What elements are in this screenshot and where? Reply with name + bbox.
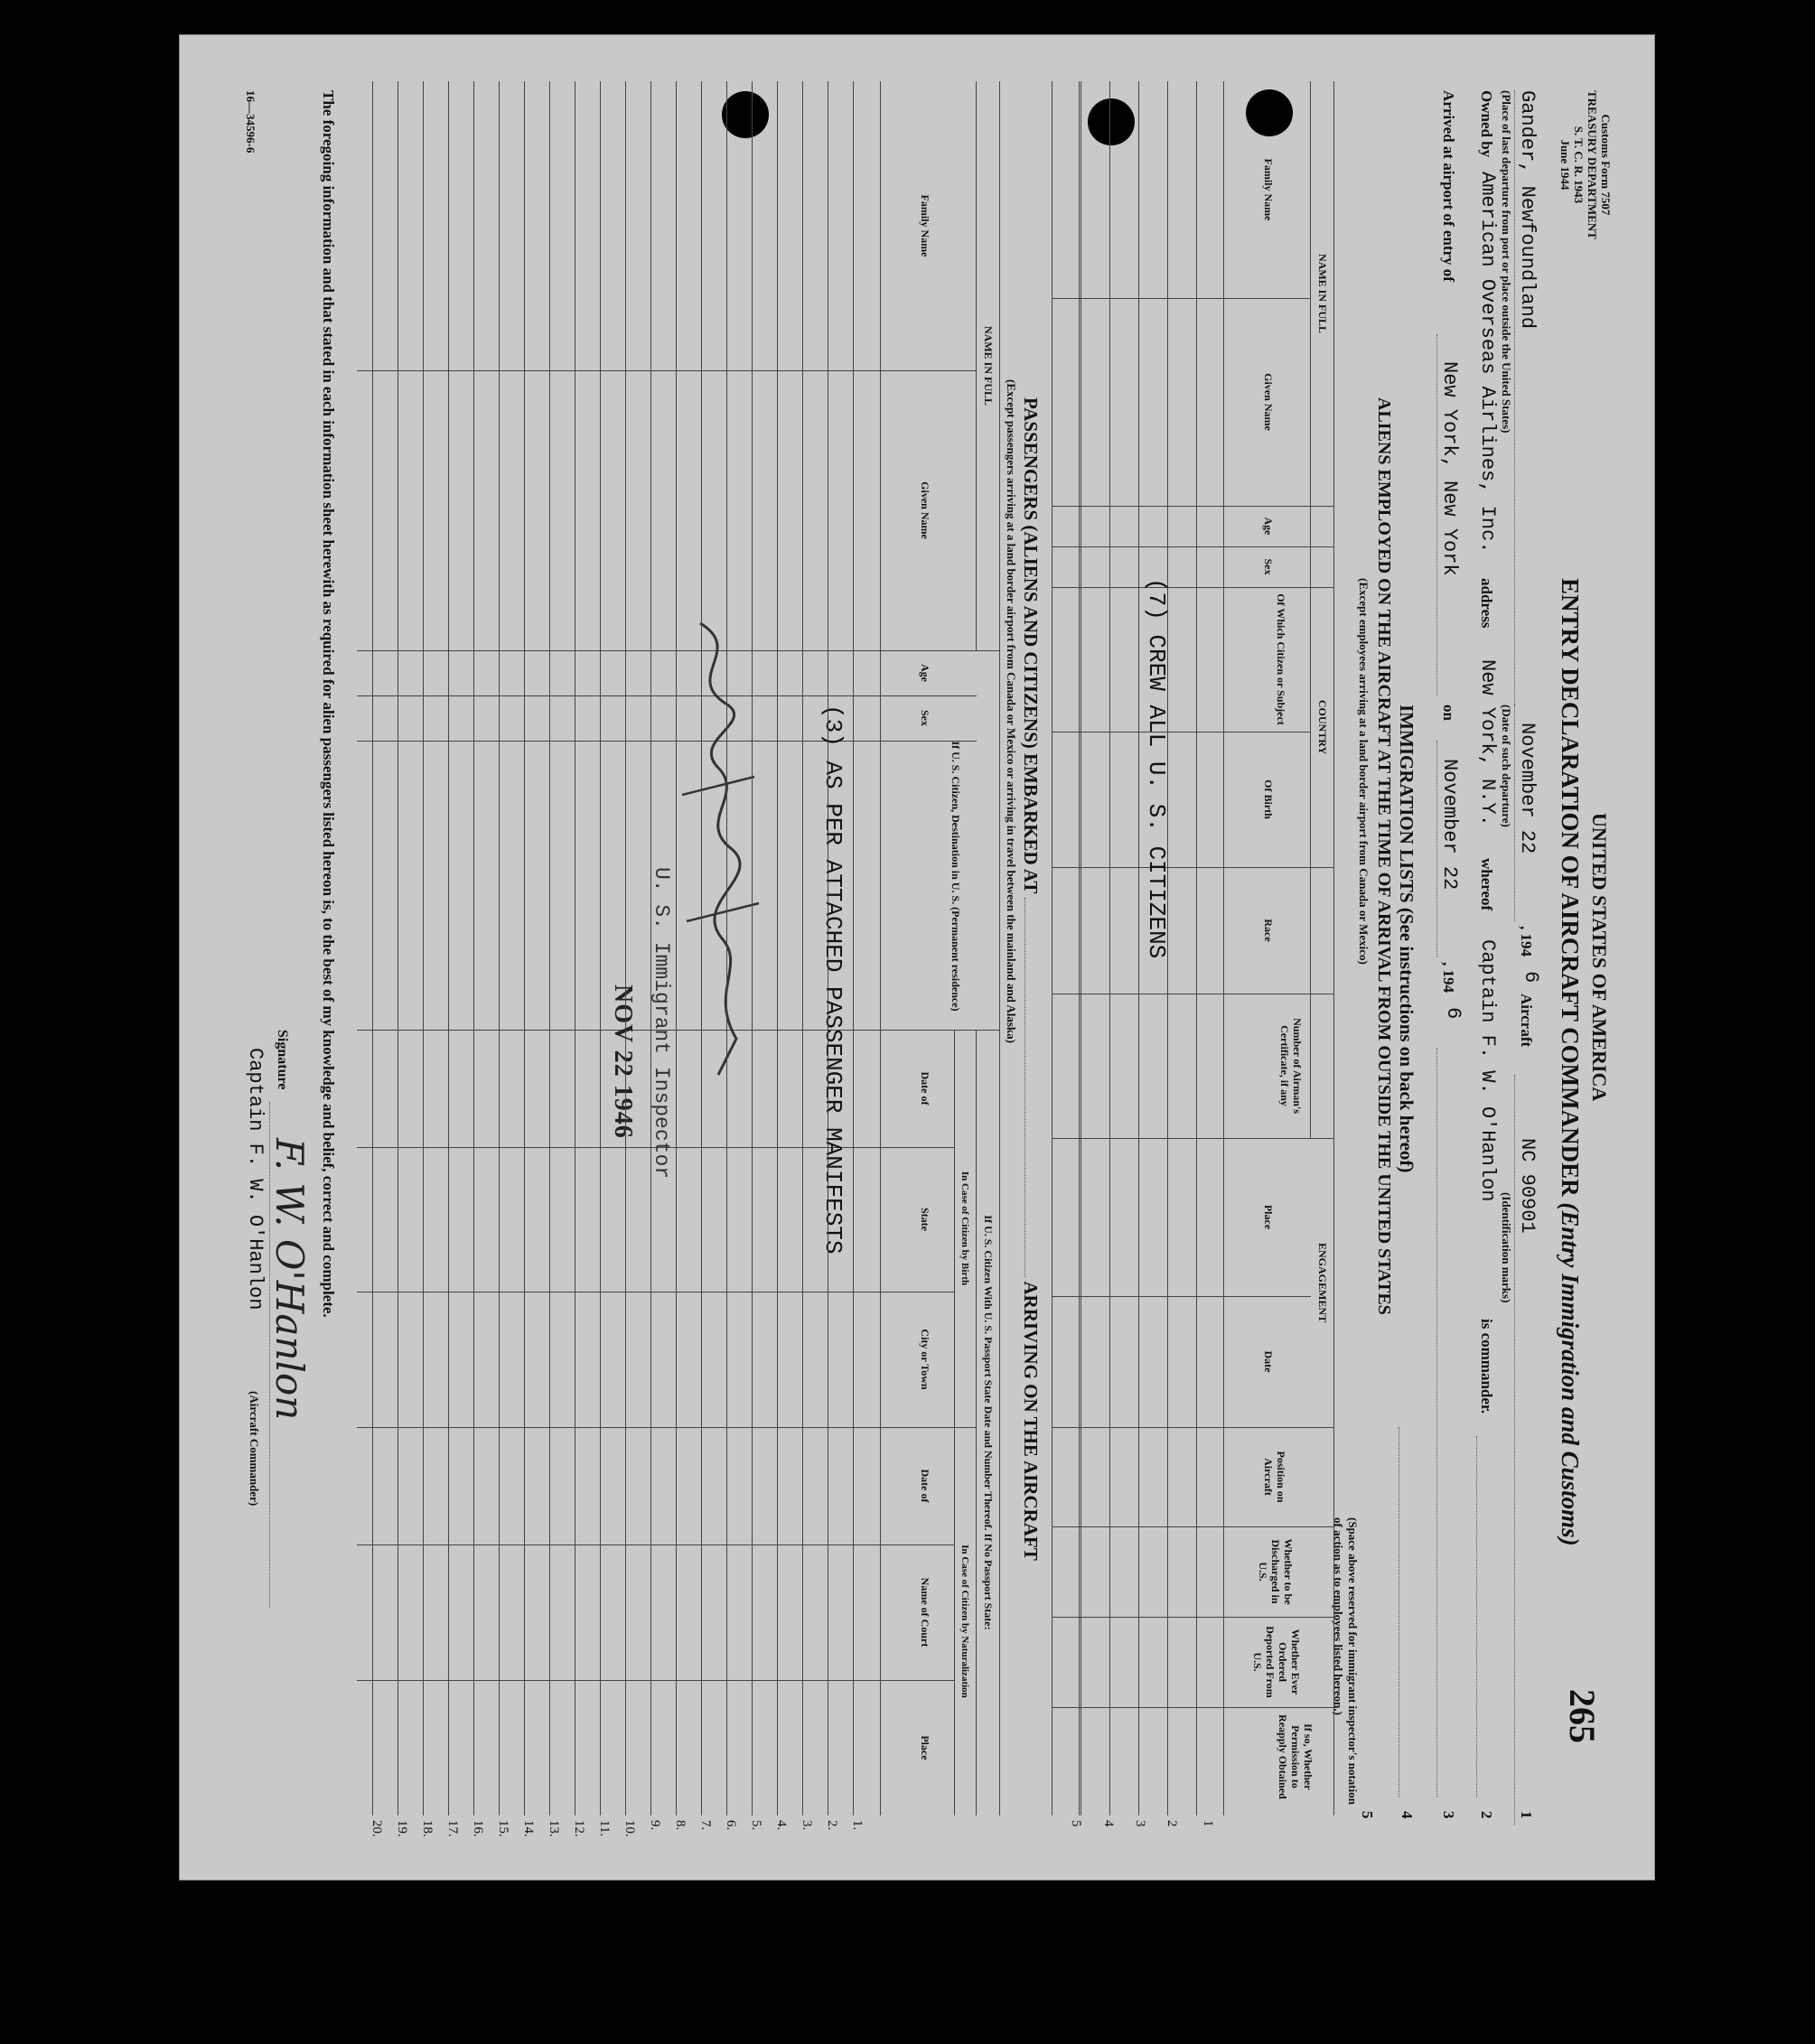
crew-row-number: 5 bbox=[1069, 1820, 1083, 1827]
crew-row-number: 4 bbox=[1101, 1820, 1116, 1827]
crew-group-engagement: ENGAGEMENT bbox=[1316, 1242, 1329, 1322]
table-border bbox=[1333, 81, 1334, 1815]
table-border bbox=[976, 1030, 977, 1815]
marks-caption: (Identification marks) bbox=[1500, 1192, 1513, 1303]
passenger-row-number: 20. bbox=[370, 1820, 384, 1837]
table-border bbox=[1053, 506, 1334, 507]
owned-by-label: Owned by bbox=[1478, 90, 1495, 158]
passenger-row-rule bbox=[853, 81, 854, 1815]
arrival-year-digit: 6 bbox=[1442, 1007, 1464, 1020]
table-border bbox=[1053, 1526, 1334, 1527]
crew-group-country: COUNTRY bbox=[1316, 699, 1329, 755]
inspector-signature bbox=[664, 614, 772, 1084]
rule bbox=[1476, 1436, 1477, 1797]
whereof-label: whereof bbox=[1478, 858, 1495, 911]
pass-col-court: Name of Court bbox=[919, 1577, 931, 1647]
crew-col-age: Age bbox=[1262, 517, 1275, 536]
owner: American Overseas Airlines, Inc. bbox=[1476, 172, 1499, 554]
pass-col-birth-date: Date of bbox=[919, 1071, 931, 1106]
table-border bbox=[880, 81, 881, 1815]
pass-col-family-name: Family Name bbox=[919, 194, 931, 257]
margin-number: 1 bbox=[1518, 1811, 1535, 1819]
passenger-row-rule bbox=[448, 81, 449, 1815]
pass-col-given-name: Given Name bbox=[919, 481, 931, 539]
signature-label: Signature bbox=[275, 1030, 290, 1090]
crew-col-date: Date bbox=[1262, 1350, 1275, 1373]
commander: Captain F. W. O'Hanlon bbox=[1476, 939, 1499, 1202]
on-label: on bbox=[1440, 705, 1457, 721]
certification: The foregoing information and that stated in each information sheet herewith as required for alien passengers listed hereon is, to the best of my knowledge and belief, correct and complete. bbox=[320, 90, 337, 1318]
pass-col-place: Place bbox=[919, 1735, 931, 1760]
table-border bbox=[1053, 587, 1334, 588]
form-title bbox=[1556, 578, 1584, 1546]
passenger-row-number: 8. bbox=[673, 1820, 688, 1831]
rule bbox=[1436, 334, 1437, 695]
year-digit: 6 bbox=[1520, 971, 1542, 984]
passenger-group-name: NAME IN FULL bbox=[982, 325, 995, 406]
passport-group: If U. S. Citizen With U. S. Passport State Date and Number Thereof. If No Passport State: bbox=[982, 1215, 995, 1630]
crew-col-place: Place bbox=[1262, 1204, 1275, 1230]
owner-address: New York, N.Y. bbox=[1476, 659, 1499, 826]
passenger-row-rule bbox=[777, 81, 778, 1815]
table-border bbox=[357, 1427, 977, 1428]
passenger-row-rule bbox=[423, 81, 424, 1815]
table-border bbox=[357, 370, 977, 371]
passenger-row-number: 18. bbox=[420, 1820, 435, 1837]
crew-entry: (7) CREW ALL U. S. CITIZENS bbox=[1143, 578, 1170, 959]
crew-col-certificate: Number of Airman's Certificate, if any bbox=[1278, 1018, 1304, 1114]
arrival-date: November 22 bbox=[1438, 759, 1461, 891]
departure-place: Gander, Newfoundland bbox=[1516, 90, 1539, 330]
rule bbox=[1436, 1048, 1437, 1797]
passenger-row-number: 12. bbox=[572, 1820, 586, 1837]
table-border bbox=[1053, 1138, 1334, 1139]
crew-col-sex: Sex bbox=[1262, 558, 1275, 575]
passenger-row-rule bbox=[600, 81, 601, 1815]
rule bbox=[1514, 705, 1515, 921]
table-border bbox=[999, 81, 1000, 1815]
passenger-title-left: PASSENGERS (ALIENS AND CITIZENS) EMBARKED AT bbox=[1020, 397, 1042, 894]
passenger-row-rule bbox=[726, 81, 727, 1815]
passenger-row-rule bbox=[752, 81, 753, 1815]
pass-col-state: State bbox=[919, 1208, 931, 1231]
passenger-title bbox=[1019, 397, 1042, 1561]
passenger-entry: (3) AS PER ATTACHED PASSENGER MANIFESTS bbox=[819, 705, 847, 1255]
crew-row-rule bbox=[1138, 81, 1139, 1815]
passenger-row-rule bbox=[499, 81, 500, 1815]
passenger-row-number: 2. bbox=[825, 1820, 839, 1831]
crew-col-deported: Whether Ever Ordered Deported From U.S. bbox=[1251, 1626, 1302, 1698]
arrived-label: Arrived at airport of entry of bbox=[1440, 90, 1457, 282]
table-border bbox=[357, 1680, 955, 1681]
form-title-sub: (Entry Immigration and Customs) bbox=[1557, 1202, 1584, 1546]
print-code: 16—34596-6 bbox=[244, 90, 257, 154]
margin-number: 3 bbox=[1440, 1811, 1457, 1819]
passenger-row-rule bbox=[473, 81, 474, 1815]
rule bbox=[1436, 741, 1437, 957]
page-number: 265 bbox=[1562, 1689, 1603, 1743]
passenger-row-rule bbox=[701, 81, 702, 1815]
table-border bbox=[1053, 1427, 1334, 1428]
table-border bbox=[1053, 546, 1334, 547]
passenger-row-rule bbox=[650, 81, 651, 1815]
crew-col-discharged: Whether to be Discharged in U.S. bbox=[1257, 1538, 1295, 1605]
signer-name: Captain F. W. O'Hanlon bbox=[244, 1048, 267, 1311]
passenger-row-number: 9. bbox=[648, 1820, 662, 1831]
pass-col-city: City or Town bbox=[919, 1329, 931, 1390]
space-note: (Space above reserved for immigrant inspector's notation of action as to employees listed hereon.) bbox=[1332, 1517, 1360, 1805]
crew-row-number: 1 bbox=[1201, 1820, 1215, 1827]
aircraft-label: Aircraft bbox=[1518, 994, 1535, 1048]
passenger-row-number: 3. bbox=[800, 1820, 814, 1831]
destination-header: If U. S. Citizen, Destination in U. S. (Permanent residence) bbox=[950, 741, 962, 1012]
crew-row-number: 3 bbox=[1133, 1820, 1147, 1827]
crew-col-reapply: If so, Whether Permission to Reapply Obtained bbox=[1277, 1714, 1314, 1799]
passenger-row-rule bbox=[524, 81, 525, 1815]
table-border bbox=[1053, 867, 1334, 868]
document-sheet bbox=[179, 34, 1655, 1881]
table-border bbox=[357, 1292, 955, 1293]
table-border bbox=[1052, 81, 1053, 1815]
crew-row-rule bbox=[1167, 81, 1168, 1815]
rule bbox=[1514, 1075, 1515, 1825]
date-caption: (Date of such departure) bbox=[1500, 705, 1513, 827]
rotated-form bbox=[212, 72, 1622, 1843]
arrival-year-prefix: , 194 bbox=[1440, 962, 1457, 993]
passenger-row-rule bbox=[625, 81, 626, 1815]
form-dept: TREASURY DEPARTMENT bbox=[1586, 90, 1599, 239]
passenger-row-number: 10. bbox=[622, 1820, 637, 1837]
margin-number: 4 bbox=[1399, 1811, 1416, 1819]
departure-date: November 22 bbox=[1516, 723, 1539, 854]
passenger-row-rule bbox=[372, 81, 373, 1815]
passenger-row-rule bbox=[549, 81, 550, 1815]
crew-col-family-name: Family Name bbox=[1262, 158, 1275, 221]
form-title-main: ENTRY DECLARATION OF AIRCRAFT COMMANDER bbox=[1557, 578, 1584, 1197]
passenger-row-number: 13. bbox=[547, 1820, 561, 1837]
aircraft-marks: NC 90901 bbox=[1516, 1138, 1539, 1234]
pass-col-nat-date: Date of bbox=[919, 1469, 931, 1503]
passenger-row-number: 6. bbox=[724, 1820, 738, 1831]
crew-group-name: NAME IN FULL bbox=[1316, 253, 1329, 333]
commander-suffix: is commander. bbox=[1478, 1319, 1495, 1414]
form-info bbox=[1558, 90, 1613, 239]
passenger-row-number: 17. bbox=[445, 1820, 460, 1837]
form-date: June 1944 bbox=[1558, 139, 1572, 191]
passenger-row-rule bbox=[802, 81, 803, 1815]
rule bbox=[1514, 90, 1515, 705]
crew-col-citizen-of: Of Which Citizen or Subject bbox=[1275, 593, 1287, 725]
table-border bbox=[1053, 1707, 1334, 1708]
pass-col-age: Age bbox=[919, 664, 931, 682]
table-border bbox=[1053, 1617, 1334, 1618]
crew-col-given-name: Given Name bbox=[1262, 373, 1275, 431]
passenger-row-number: 15. bbox=[496, 1820, 510, 1837]
passenger-note: (Except passengers arriving at a land border airport from Canada or Mexico or arriving in travel between the mainland and Alaska) bbox=[1005, 379, 1018, 1043]
passenger-row-number: 5. bbox=[749, 1820, 763, 1831]
crew-subtitle: ALIENS EMPLOYED ON THE AIRCRAFT AT THE TIME OF ARRIVAL FROM OUTSIDE THE UNITED STATES bbox=[1374, 397, 1394, 1315]
address-label: address bbox=[1478, 578, 1495, 629]
rule bbox=[1024, 898, 1025, 1277]
commander-signature: F. W. O'Hanlon bbox=[267, 1138, 312, 1421]
passenger-row-number: 19. bbox=[395, 1820, 409, 1837]
passenger-row-number: 1. bbox=[850, 1820, 865, 1831]
margin-number: 2 bbox=[1478, 1811, 1495, 1819]
passenger-row-rule bbox=[676, 81, 677, 1815]
crew-col-birth: Of Birth bbox=[1262, 779, 1275, 819]
table-border bbox=[1223, 81, 1224, 1815]
crew-row-rule bbox=[1196, 81, 1197, 1815]
passenger-row-number: 14. bbox=[521, 1820, 536, 1837]
birth-group: In Case of Citizen by Birth bbox=[959, 1171, 970, 1286]
passenger-row-number: 4. bbox=[774, 1820, 789, 1831]
stamp-date: NOV 22 1946 bbox=[609, 985, 637, 1139]
crew-col-race: Race bbox=[1262, 919, 1275, 942]
passenger-title-right: ARRIVING ON THE AIRCRAFT bbox=[1020, 1281, 1042, 1561]
naturalization-group: In Case of Citizen by Naturalization bbox=[959, 1545, 970, 1698]
margin-number: 5 bbox=[1359, 1811, 1376, 1819]
table-border bbox=[1310, 81, 1311, 1138]
airport-of-entry: New York, New York bbox=[1438, 361, 1461, 576]
table-border bbox=[1079, 81, 1080, 1815]
passenger-row-number: 16. bbox=[471, 1820, 485, 1837]
crew-row-number: 2 bbox=[1165, 1820, 1179, 1827]
place-caption: (Place of last departure from port or place outside the United States) bbox=[1500, 90, 1513, 434]
passenger-row-number: 11. bbox=[597, 1820, 612, 1837]
country-heading: UNITED STATES OF AMERICA bbox=[1588, 813, 1611, 1102]
crew-note: (Except employees arriving at a land border airport from Canada or Mexico) bbox=[1357, 578, 1371, 965]
signer-title: (Aircraft Commander) bbox=[248, 1391, 261, 1507]
form-regulation: S. T. C. R. 1943 bbox=[1572, 126, 1586, 204]
crew-title: IMMIGRATION LISTS (See instructions on back hereof) bbox=[1396, 705, 1417, 1173]
pass-col-sex: Sex bbox=[919, 710, 931, 726]
passenger-row-number: 7. bbox=[698, 1820, 713, 1831]
inspector-stamp: U. S. Immigrant Inspector bbox=[650, 867, 673, 1180]
table-border bbox=[976, 81, 977, 650]
crew-col-position: Position on Aircraft bbox=[1262, 1451, 1287, 1503]
crew-row-rule bbox=[1109, 81, 1110, 1815]
form-number: Customs Form 7507 bbox=[1599, 114, 1613, 216]
year-prefix: , 194 bbox=[1518, 926, 1535, 957]
